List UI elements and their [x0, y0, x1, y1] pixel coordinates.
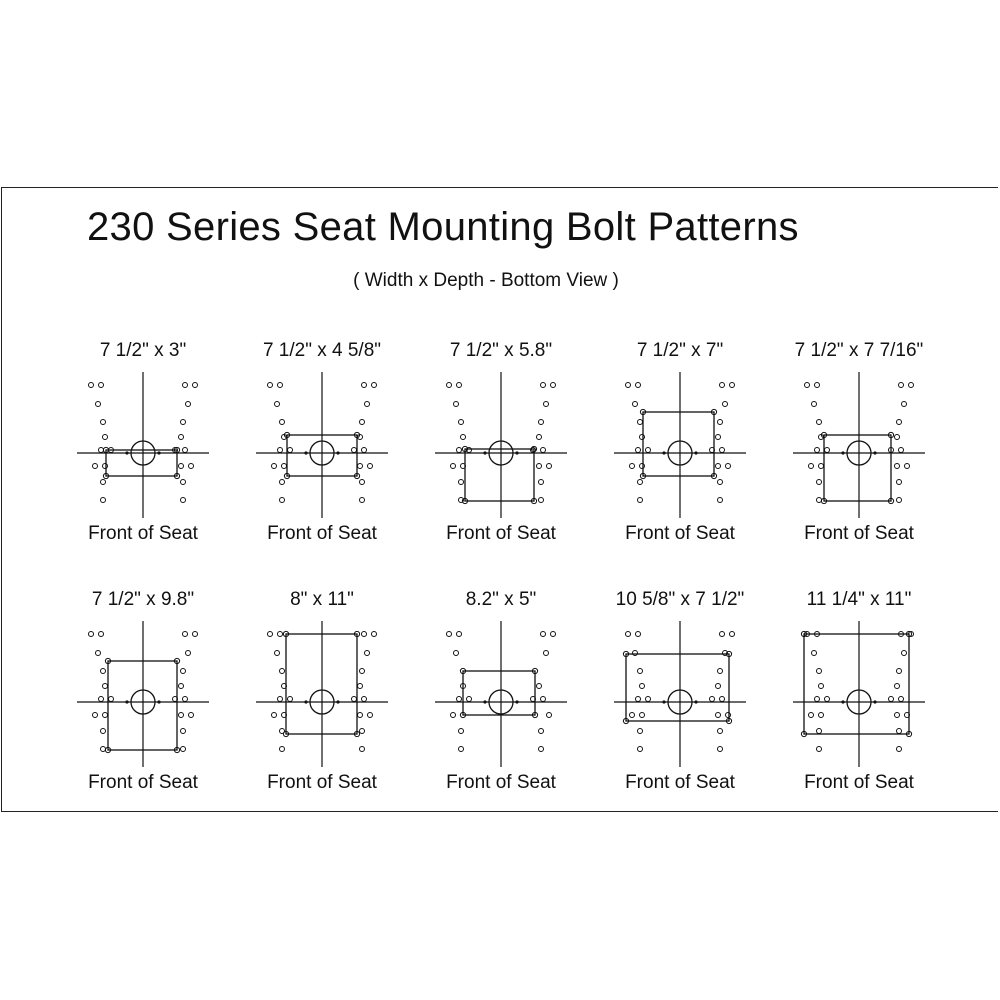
bolt-hole [103, 435, 108, 440]
bolt-hole [817, 669, 822, 674]
bolt-hole [362, 697, 367, 702]
bolt-hole [186, 651, 191, 656]
bolt-hole [459, 480, 464, 485]
center-marker [157, 451, 160, 454]
bolt-hole [636, 632, 641, 637]
pattern-dimension-label: 7 1/2" x 7 7/16" [794, 340, 924, 361]
bolt-hole [897, 729, 902, 734]
bolt-hole [183, 383, 188, 388]
bolt-hole [899, 697, 904, 702]
bolt-hole [640, 435, 645, 440]
bolt-hole [718, 729, 723, 734]
bolt-pattern-diagram [252, 619, 392, 769]
bolt-hole [467, 697, 472, 702]
bolt-hole [193, 383, 198, 388]
bolt-hole [181, 729, 186, 734]
bolt-hole [280, 498, 285, 503]
bolt-hole [805, 383, 810, 388]
bolt-hole [537, 684, 542, 689]
bolt-hole [544, 651, 549, 656]
center-marker [336, 451, 339, 454]
bolt-hole [817, 420, 822, 425]
bolt-hole [895, 464, 900, 469]
page-subtitle: ( Width x Depth - Bottom View ) [353, 270, 619, 291]
bolt-hole [716, 464, 721, 469]
front-of-seat-label: Front of Seat [804, 772, 914, 793]
bolt-hole [360, 747, 365, 752]
front-of-seat-label: Front of Seat [446, 772, 556, 793]
bolt-hole [723, 402, 728, 407]
bolt-hole [636, 448, 641, 453]
bolt-hole [99, 383, 104, 388]
bolt-hole [362, 383, 367, 388]
bolt-hole [899, 383, 904, 388]
bolt-hole [895, 435, 900, 440]
bolt-hole [352, 448, 357, 453]
bolt-hole [451, 713, 456, 718]
bolt-hole [103, 464, 108, 469]
bolt-hole [541, 697, 546, 702]
bolt-hole [189, 464, 194, 469]
bolt-hole [459, 420, 464, 425]
bolt-pattern-outline [824, 435, 891, 501]
bolt-hole [541, 632, 546, 637]
bolt-hole [183, 448, 188, 453]
bolt-hole [539, 420, 544, 425]
pattern-dimension-label: 8" x 11" [290, 589, 354, 610]
bolt-hole [179, 464, 184, 469]
front-of-seat-label: Front of Seat [625, 772, 735, 793]
bolt-hole [454, 651, 459, 656]
bolt-hole [819, 684, 824, 689]
center-marker [841, 700, 844, 703]
bolt-hole [539, 498, 544, 503]
bolt-hole [638, 498, 643, 503]
bolt-hole [454, 402, 459, 407]
bolt-hole [889, 697, 894, 702]
bolt-hole [451, 464, 456, 469]
bolt-hole [181, 498, 186, 503]
pattern-cell [232, 340, 412, 550]
center-marker [662, 451, 665, 454]
bolt-hole [459, 747, 464, 752]
bolt-hole [179, 435, 184, 440]
bolt-hole [638, 480, 643, 485]
bolt-hole [551, 632, 556, 637]
bolt-hole [461, 435, 466, 440]
pattern-dimension-label: 11 1/4" x 11" [806, 589, 912, 610]
bolt-hole [358, 464, 363, 469]
bolt-hole [109, 697, 114, 702]
bolt-hole [368, 713, 373, 718]
center-marker [157, 700, 160, 703]
bolt-hole [193, 632, 198, 637]
bolt-pattern-diagram [431, 370, 571, 520]
bolt-hole [101, 669, 106, 674]
bolt-hole [902, 402, 907, 407]
bolt-hole [547, 464, 552, 469]
bolt-hole [720, 697, 725, 702]
bolt-hole [825, 448, 830, 453]
bolt-pattern-diagram [789, 370, 929, 520]
pattern-dimension-label: 7 1/2" x 3" [99, 340, 187, 361]
bolt-hole [288, 697, 293, 702]
center-marker [841, 451, 844, 454]
pattern-cell [590, 589, 770, 799]
bolt-hole [897, 498, 902, 503]
pattern-dimension-label: 7 1/2" x 5.8" [449, 340, 553, 361]
center-marker [873, 451, 876, 454]
bolt-hole [633, 402, 638, 407]
bolt-hole [360, 669, 365, 674]
bolt-hole [640, 684, 645, 689]
bolt-hole [457, 632, 462, 637]
pattern-cell [411, 340, 591, 550]
bolt-hole [909, 383, 914, 388]
bolt-hole [817, 498, 822, 503]
bolt-hole [815, 448, 820, 453]
bolt-hole [537, 435, 542, 440]
bolt-hole [101, 498, 106, 503]
bolt-hole [280, 480, 285, 485]
bolt-hole [815, 383, 820, 388]
center-marker [515, 451, 518, 454]
center-marker [515, 700, 518, 703]
bolt-hole [181, 669, 186, 674]
bolt-pattern-outline [465, 449, 534, 501]
bolt-hole [101, 747, 106, 752]
bolt-hole [817, 747, 822, 752]
bolt-hole [541, 383, 546, 388]
bolt-hole [730, 632, 735, 637]
bolt-hole [817, 480, 822, 485]
bolt-hole [288, 448, 293, 453]
bolt-hole [278, 632, 283, 637]
bolt-hole [457, 697, 462, 702]
bolt-pattern-outline [463, 671, 535, 715]
front-of-seat-label: Front of Seat [446, 523, 556, 544]
center-marker [304, 451, 307, 454]
bolt-hole [96, 402, 101, 407]
pattern-cell [769, 340, 949, 550]
bolt-hole [897, 480, 902, 485]
bolt-hole [809, 713, 814, 718]
bolt-hole [447, 632, 452, 637]
bolt-hole [730, 383, 735, 388]
center-marker [304, 700, 307, 703]
bolt-hole [633, 651, 638, 656]
bolt-hole [352, 697, 357, 702]
bolt-hole [278, 448, 283, 453]
bolt-hole [183, 632, 188, 637]
bolt-hole [897, 420, 902, 425]
bolt-pattern-diagram [252, 370, 392, 520]
bolt-pattern-diagram [610, 370, 750, 520]
bolt-hole [899, 448, 904, 453]
front-of-seat-label: Front of Seat [267, 523, 377, 544]
bolt-hole [720, 383, 725, 388]
bolt-hole [630, 464, 635, 469]
front-of-seat-label: Front of Seat [804, 523, 914, 544]
bolt-hole [282, 464, 287, 469]
bolt-hole [710, 697, 715, 702]
bolt-hole [183, 697, 188, 702]
bolt-hole [280, 669, 285, 674]
bolt-hole [372, 383, 377, 388]
bolt-hole [459, 729, 464, 734]
bolt-hole [278, 697, 283, 702]
pattern-cell [53, 589, 233, 799]
bolt-hole [103, 684, 108, 689]
bolt-hole [360, 420, 365, 425]
bolt-hole [457, 448, 462, 453]
bolt-hole [365, 651, 370, 656]
center-marker [662, 700, 665, 703]
bolt-hole [93, 713, 98, 718]
bolt-hole [99, 632, 104, 637]
bolt-hole [630, 713, 635, 718]
front-of-seat-label: Front of Seat [267, 772, 377, 793]
bolt-hole [101, 729, 106, 734]
bolt-hole [718, 498, 723, 503]
bolt-hole [895, 713, 900, 718]
bolt-hole [362, 448, 367, 453]
bolt-pattern-diagram [73, 619, 213, 769]
bolt-pattern-diagram [789, 619, 929, 769]
bolt-hole [181, 420, 186, 425]
bolt-hole [726, 464, 731, 469]
front-of-seat-label: Front of Seat [88, 772, 198, 793]
bolt-hole [902, 651, 907, 656]
bolt-hole [179, 713, 184, 718]
bolt-hole [720, 448, 725, 453]
pattern-cell [411, 589, 591, 799]
bolt-hole [96, 651, 101, 656]
page-title: 230 Series Seat Mounting Bolt Patterns [87, 205, 799, 249]
bolt-hole [626, 632, 631, 637]
bolt-hole [189, 713, 194, 718]
bolt-pattern-diagram [610, 619, 750, 769]
bolt-hole [626, 383, 631, 388]
bolt-pattern-outline [643, 412, 714, 476]
bolt-hole [812, 651, 817, 656]
bolt-pattern-outline [106, 450, 177, 476]
pattern-cell [232, 589, 412, 799]
bolt-hole [718, 747, 723, 752]
bolt-hole [280, 420, 285, 425]
bolt-hole [640, 713, 645, 718]
bolt-hole [103, 713, 108, 718]
bolt-hole [358, 684, 363, 689]
bolt-hole [638, 669, 643, 674]
bolt-hole [716, 435, 721, 440]
bolt-hole [817, 729, 822, 734]
bolt-hole [360, 498, 365, 503]
bolt-hole [93, 464, 98, 469]
pattern-cell [769, 589, 949, 799]
bolt-hole [905, 464, 910, 469]
bolt-hole [812, 402, 817, 407]
bolt-hole [720, 632, 725, 637]
bolt-hole [272, 713, 277, 718]
front-of-seat-label: Front of Seat [625, 523, 735, 544]
pattern-cell [590, 340, 770, 550]
bolt-hole [275, 402, 280, 407]
bolt-hole [539, 747, 544, 752]
bolt-hole [815, 697, 820, 702]
bolt-hole [360, 729, 365, 734]
bolt-hole [280, 729, 285, 734]
bolt-hole [539, 729, 544, 734]
bolt-hole [726, 713, 731, 718]
bolt-hole [101, 420, 106, 425]
center-marker [125, 700, 128, 703]
center-marker [873, 700, 876, 703]
bolt-hole [638, 729, 643, 734]
bolt-hole [819, 464, 824, 469]
bolt-hole [101, 480, 106, 485]
bolt-hole [809, 464, 814, 469]
pattern-dimension-label: 8.2" x 5" [465, 589, 537, 610]
bolt-hole [646, 697, 651, 702]
bolt-hole [718, 420, 723, 425]
pattern-dimension-label: 7 1/2" x 9.8" [91, 589, 195, 610]
bolt-hole [268, 632, 273, 637]
bolt-hole [89, 383, 94, 388]
pattern-cell [53, 340, 233, 550]
bolt-hole [897, 747, 902, 752]
bolt-hole [897, 669, 902, 674]
center-marker [125, 451, 128, 454]
bolt-hole [895, 684, 900, 689]
bolt-hole [551, 383, 556, 388]
pattern-dimension-label: 7 1/2" x 7" [636, 340, 724, 361]
bolt-hole [280, 747, 285, 752]
bolt-pattern-outline [626, 654, 729, 721]
bolt-hole [638, 420, 643, 425]
bolt-hole [718, 480, 723, 485]
center-marker [336, 700, 339, 703]
bolt-hole [636, 383, 641, 388]
center-marker [694, 700, 697, 703]
bolt-hole [368, 464, 373, 469]
center-marker [694, 451, 697, 454]
center-marker [483, 451, 486, 454]
bolt-hole [547, 713, 552, 718]
bolt-hole [89, 632, 94, 637]
front-of-seat-label: Front of Seat [88, 523, 198, 544]
bolt-hole [541, 448, 546, 453]
bolt-hole [181, 747, 186, 752]
bolt-hole [638, 747, 643, 752]
bolt-pattern-diagram [73, 370, 213, 520]
bolt-hole [825, 697, 830, 702]
bolt-hole [272, 464, 277, 469]
bolt-hole [179, 684, 184, 689]
bolt-hole [819, 713, 824, 718]
bolt-hole [186, 402, 191, 407]
pattern-dimension-label: 10 5/8" x 7 1/2" [615, 589, 745, 610]
bolt-hole [360, 480, 365, 485]
bolt-hole [646, 448, 651, 453]
bolt-hole [716, 713, 721, 718]
bolt-hole [99, 448, 104, 453]
bolt-hole [181, 480, 186, 485]
bolt-hole [544, 402, 549, 407]
bolt-hole [537, 464, 542, 469]
pattern-dimension-label: 7 1/2" x 4 5/8" [262, 340, 382, 361]
bolt-hole [268, 383, 273, 388]
center-marker [483, 700, 486, 703]
bolt-hole [716, 684, 721, 689]
bolt-hole [372, 632, 377, 637]
bolt-hole [275, 651, 280, 656]
bolt-hole [362, 632, 367, 637]
bolt-hole [718, 669, 723, 674]
bolt-hole [365, 402, 370, 407]
bolt-hole [447, 383, 452, 388]
bolt-hole [640, 464, 645, 469]
bolt-hole [99, 697, 104, 702]
bolt-pattern-diagram [431, 619, 571, 769]
bolt-hole [636, 697, 641, 702]
bolt-hole [457, 383, 462, 388]
bolt-hole [358, 713, 363, 718]
bolt-hole [278, 383, 283, 388]
bolt-hole [539, 480, 544, 485]
